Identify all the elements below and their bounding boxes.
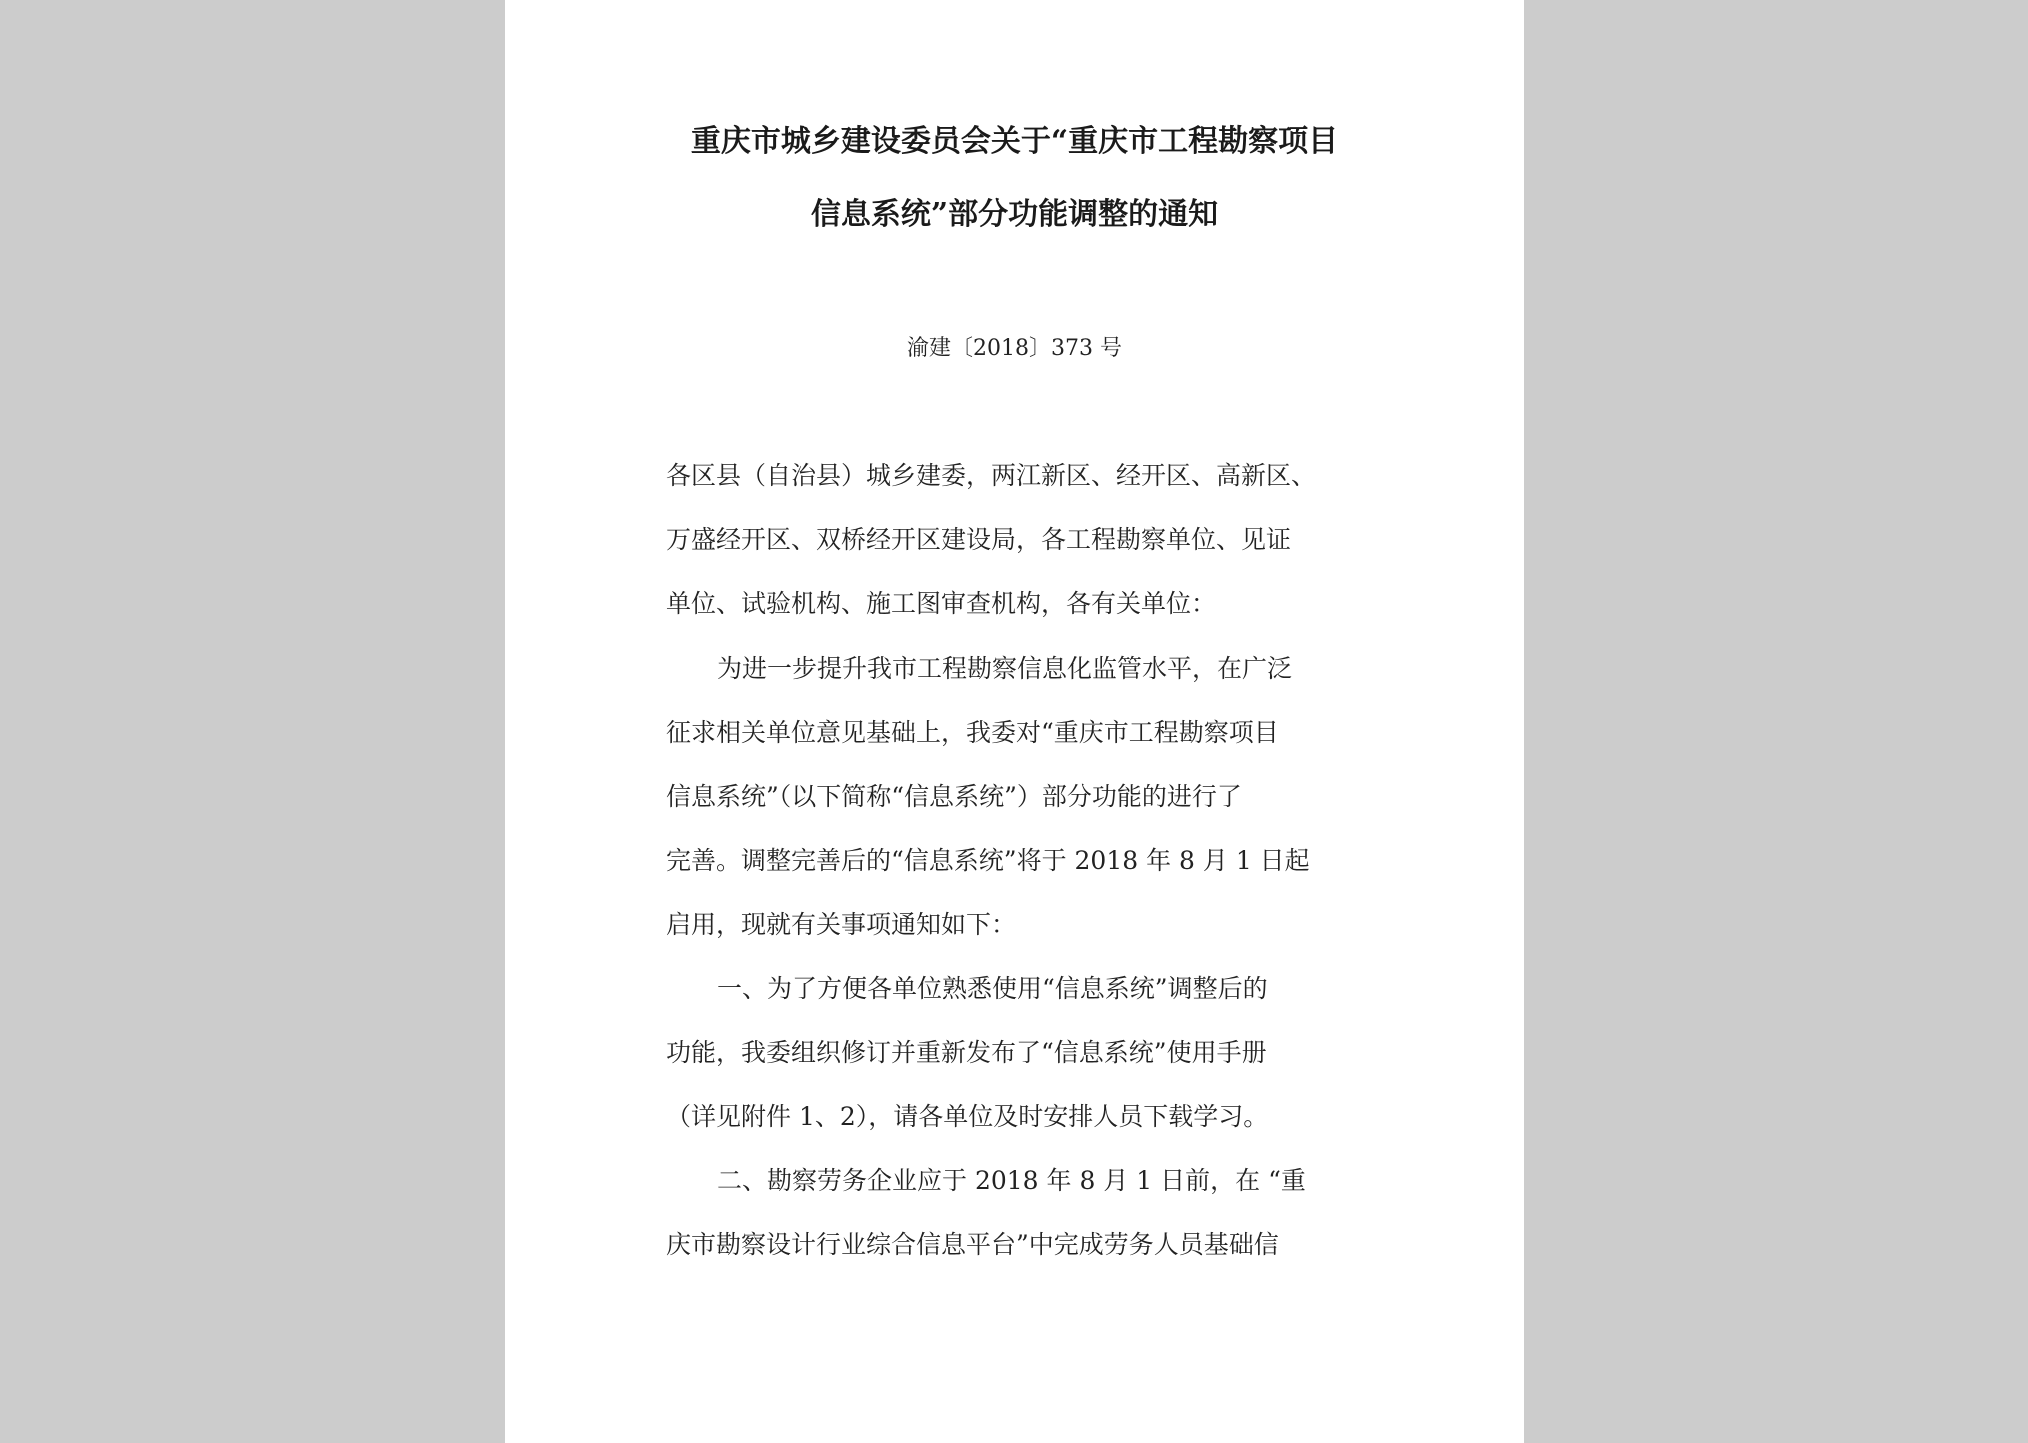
document-title-line-1: 重庆市城乡建设委员会关于“重庆市工程勘察项目 xyxy=(690,124,1339,159)
document-page xyxy=(505,0,1524,1443)
body-line: 单位、试验机构、施工图审查机构，各有关单位： xyxy=(666,589,1217,618)
body-line: 信息系统”（以下简称“信息系统”）部分功能的进行了 xyxy=(666,782,1242,811)
body-line: 庆市勘察设计行业综合信息平台”中完成劳务人员基础信 xyxy=(666,1230,1279,1259)
body-line: 启用，现就有关事项通知如下： xyxy=(666,910,1017,939)
body-line: 一、为了方便各单位熟悉使用“信息系统”调整后的 xyxy=(717,974,1268,1003)
body-line: 完善。调整完善后的“信息系统”将于 2018 年 8 月 1 日起 xyxy=(666,846,1310,875)
body-line: 各区县（自治县）城乡建委，两江新区、经开区、高新区、 xyxy=(666,461,1317,490)
body-line: （详见附件 1、2），请各单位及时安排人员下载学习。 xyxy=(666,1102,1269,1131)
body-line: 为进一步提升我市工程勘察信息化监管水平，在广泛 xyxy=(717,654,1293,683)
body-line: 万盛经开区、双桥经开区建设局，各工程勘察单位、见证 xyxy=(666,525,1292,554)
body-line: 征求相关单位意见基础上，我委对“重庆市工程勘察项目 xyxy=(666,718,1279,747)
document-title-line-2: 信息系统”部分功能调整的通知 xyxy=(810,197,1219,232)
body-line: 功能，我委组织修订并重新发布了“信息系统”使用手册 xyxy=(666,1038,1267,1067)
document-number: 渝建〔2018〕373 号 xyxy=(907,336,1122,361)
body-line: 二、勘察劳务企业应于 2018 年 8 月 1 日前，在 “重 xyxy=(717,1166,1306,1195)
